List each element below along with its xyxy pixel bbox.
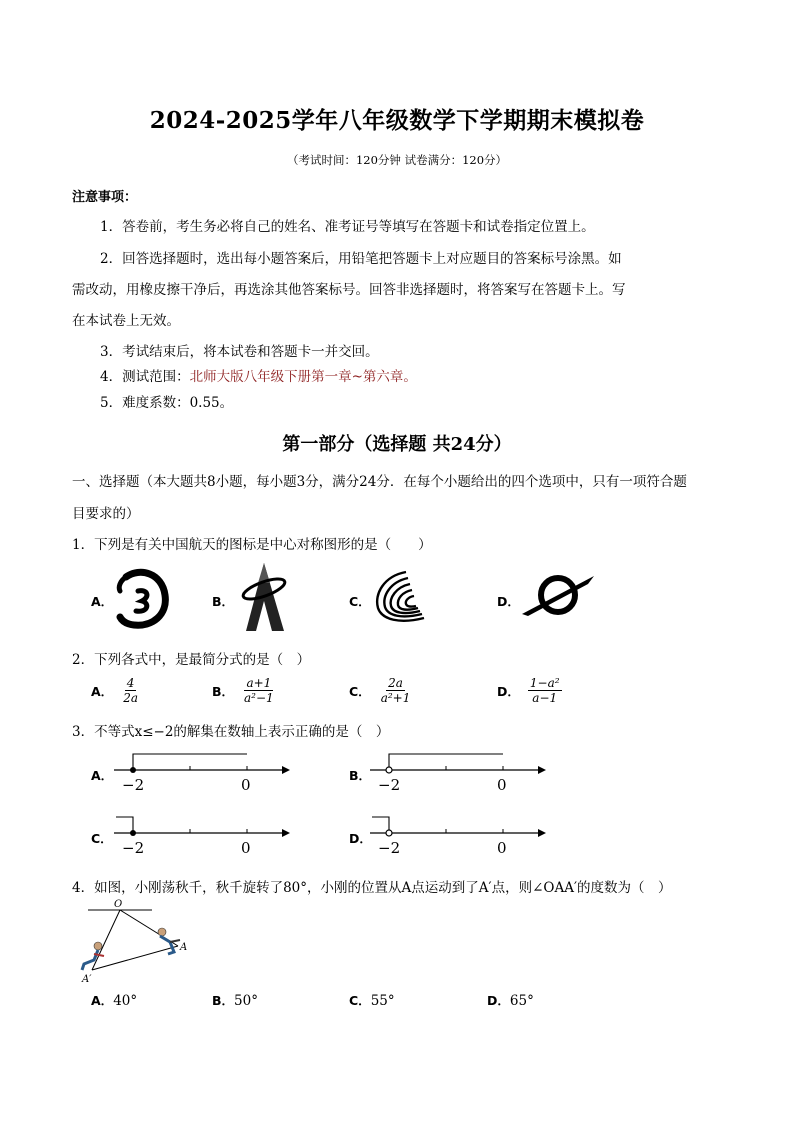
q2-option-b-label: B．: [212, 683, 235, 699]
q2-option-c: [349, 676, 412, 705]
notice-item-2-line-2: 需改动，用橡皮擦干净后，再选涂其他答案标号。回答非选择题时，将答案写在答题卡上。写: [72, 282, 626, 298]
q2-fraction-a-denominator: 2a: [123, 691, 138, 705]
test-range: 北师大版八年级下册第一章~第六章。: [189, 369, 417, 385]
notice-item-4-prefix: 4．测试范围：: [100, 369, 190, 385]
q3-c-tick-0: 0: [241, 839, 251, 857]
q2-option-c-label: C．: [349, 683, 371, 699]
q2-fraction-a: [121, 676, 140, 705]
space-logo-arcs-icon: [372, 568, 436, 626]
question-2-stem: 2．下列各式中，是最简分式的是（ ）: [72, 652, 311, 668]
q3-b-tick-neg2: −2: [378, 776, 401, 794]
q3-option-a-label: A．: [91, 768, 114, 783]
notice-item-5: 5．难度系数：0.55。: [100, 395, 234, 411]
q4-option-b: [212, 991, 258, 1009]
q3-number-line-d: [366, 813, 552, 859]
question-4-stem: 4．如图，小刚荡秋千，秋千旋转了80°，小刚的位置从A点运动到了A′点，则∠OAA′的度数为（ ）: [72, 880, 672, 896]
q3-number-line-c: [110, 813, 296, 859]
space-logo-arrow-icon: [240, 561, 288, 633]
q3-option-c-label: C．: [91, 831, 113, 846]
q3-number-line-a: [110, 750, 296, 796]
q4-option-a-label: A．: [91, 993, 114, 1008]
q4-option-b-label: B．: [212, 993, 235, 1008]
q2-option-a-label: A．: [91, 683, 114, 699]
q4-option-c-value: 55°: [370, 993, 395, 1009]
q4-option-c-label: C．: [349, 993, 371, 1008]
q3-a-tick-neg2: −2: [122, 776, 145, 794]
q2-fraction-b-denominator: a²−1: [244, 691, 274, 705]
q4-option-d: [487, 991, 534, 1009]
label-a-prime: A′: [82, 974, 92, 985]
q2-fraction-b-numerator: a+1: [246, 676, 272, 690]
q2-option-a: [91, 676, 140, 705]
q2-option-b: [212, 676, 276, 705]
q3-d-tick-0: 0: [497, 839, 507, 857]
notice-item-3: 3．考试结束后，将本试卷和答题卡一并交回。: [100, 344, 379, 360]
space-logo-swirl-icon: [112, 567, 172, 629]
notice-item-1: 1．答卷前，考生务必将自己的姓名、准考证号等填写在答题卡和试卷指定位置上。: [100, 219, 595, 235]
q4-option-a: [91, 991, 137, 1009]
q1-option-c-label: C．: [349, 594, 371, 609]
label-o: O: [114, 899, 123, 910]
q2-option-d-label: D．: [497, 683, 520, 699]
notice-item-2-line-1: 2．回答选择题时，选出每小题答案后，用铅笔把答题卡上对应题目的答案标号涂黑。如: [100, 251, 622, 267]
q4-option-b-value: 50°: [234, 993, 258, 1009]
q4-option-d-value: 65°: [509, 993, 534, 1009]
exam-title: 2024-2025学年八年级数学下学期期末模拟卷: [149, 107, 645, 134]
label-a: A: [180, 942, 188, 953]
instructions-line-1: 一、选择题（本大题共8小题，每小题3分，满分24分．在每个小题给出的四个选项中，只有一项符合题: [72, 474, 687, 490]
notice-item-4: [100, 369, 417, 385]
question-1-stem: 1．下列是有关中国航天的图标是中心对称图形的是（ ）: [72, 537, 432, 553]
child-right-icon: [158, 928, 180, 954]
q2-fraction-a-numerator: 4: [126, 676, 135, 690]
q2-fraction-b: [242, 676, 276, 705]
q2-fraction-d-numerator: 1−a²: [529, 676, 560, 690]
exam-subtitle: （考试时间：120分钟 试卷满分：120分）: [286, 153, 508, 167]
q4-swing-figure: [70, 898, 200, 986]
q1-option-a-label: A．: [91, 594, 114, 609]
question-3-stem: 3．不等式x≤−2的解集在数轴上表示正确的是（ ）: [72, 724, 390, 740]
q1-option-d-label: D．: [497, 594, 520, 609]
q3-a-tick-0: 0: [241, 776, 251, 794]
section-title: 第一部分（选择题 共24分）: [282, 434, 512, 455]
child-left-icon: [82, 942, 104, 970]
q3-c-tick-neg2: −2: [122, 839, 145, 857]
instructions-line-2: 目要求的）: [72, 506, 140, 522]
notice-heading: 注意事项：: [72, 190, 138, 205]
q3-d-tick-neg2: −2: [378, 839, 401, 857]
q3-b-tick-0: 0: [497, 776, 507, 794]
q2-fraction-c-numerator: 2a: [388, 676, 403, 690]
q2-fraction-c: [379, 676, 413, 705]
q2-fraction-d-denominator: a−1: [532, 691, 558, 705]
notice-item-2-line-3: 在本试卷上无效。: [72, 313, 180, 329]
q3-option-b-label: B．: [349, 768, 372, 783]
q1-option-b-label: B．: [212, 594, 235, 609]
q2-fraction-d: [528, 676, 562, 705]
q4-option-d-label: D．: [487, 993, 510, 1008]
q3-option-d-label: D．: [349, 831, 372, 846]
space-logo-planet-icon: [518, 570, 598, 620]
q3-number-line-b: [366, 750, 552, 796]
q4-option-a-value: 40°: [113, 993, 138, 1009]
q2-option-d: [497, 676, 562, 705]
q2-fraction-c-denominator: a²+1: [380, 691, 411, 705]
q4-option-c: [349, 991, 395, 1009]
